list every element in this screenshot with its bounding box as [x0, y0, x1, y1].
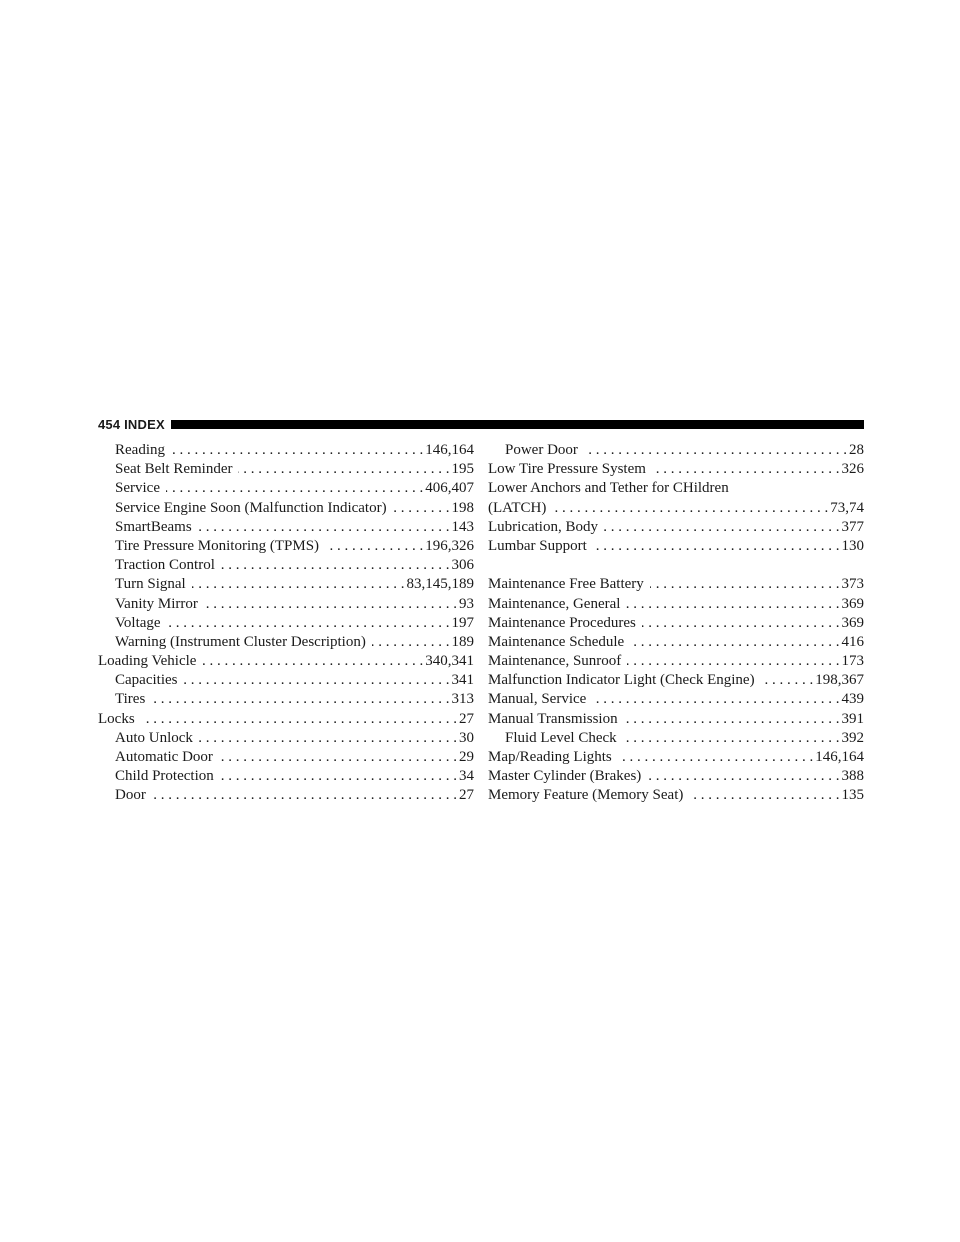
index-entry-label: Auto Unlock: [115, 729, 193, 746]
index-entry-label: Memory Feature (Memory Seat): [488, 787, 684, 804]
index-entry-page: 173: [841, 653, 864, 670]
index-entry-page: 93: [459, 595, 474, 612]
index-entry: [488, 460, 864, 479]
index-entry-label: Fluid Level Check: [505, 729, 617, 746]
index-entry-page: 326: [841, 461, 864, 478]
dot-leader: [627, 652, 839, 671]
index-entry-label: Tires: [115, 691, 146, 708]
index-entry: [98, 556, 474, 575]
dot-leader: [199, 729, 457, 748]
dot-leader: [552, 499, 828, 518]
index-entry-page: 146,164: [425, 442, 474, 458]
index-entry-page: 439: [841, 691, 864, 708]
dot-leader: [171, 441, 423, 460]
index-entry-label: Locks: [98, 710, 135, 727]
dot-leader: [198, 518, 450, 537]
index-entry-page: 146,164: [815, 749, 864, 765]
index-entry: [98, 441, 474, 460]
index-entry-label: Maintenance, General: [488, 595, 621, 612]
index-entry: [98, 671, 474, 690]
index-entry: [488, 652, 864, 671]
dot-leader: [584, 441, 847, 460]
index-entry-page: 313: [451, 691, 474, 708]
index-entry-page: 83,145,189: [406, 576, 474, 593]
index-entry-label: Lumbar Support: [488, 537, 587, 554]
index-entry-page: 198: [451, 499, 474, 516]
index-entry: [98, 690, 474, 709]
index-entry-page: 369: [841, 595, 864, 612]
index-entry: [488, 537, 864, 556]
index-entry-page: 195: [451, 461, 474, 478]
index-entry-label: Map/Reading Lights: [488, 749, 612, 765]
index-entry-label: Service Engine Soon (Malfunction Indicator): [115, 499, 387, 516]
page-number-label: 454 INDEX: [98, 416, 165, 432]
index-entry-label: Traction Control: [115, 557, 215, 574]
index-entry: [98, 518, 474, 537]
index-entry: [488, 786, 864, 805]
dot-leader: [151, 690, 449, 709]
index-entry: [488, 441, 864, 460]
index-entry-page: 340,341: [425, 653, 474, 670]
dot-leader: [141, 710, 457, 729]
index-entry-page: 27: [459, 710, 474, 727]
dot-leader: [604, 518, 840, 537]
index-entry: [98, 460, 474, 479]
index-entry: [98, 729, 474, 748]
index-entry-label: Master Cylinder (Brakes): [488, 768, 642, 785]
index-entry: [98, 595, 474, 614]
index-entry-label: (LATCH): [488, 499, 547, 516]
index-entry-page: 369: [841, 614, 864, 631]
index-entry: [98, 748, 474, 767]
index-entry: [98, 710, 474, 729]
index-entry-page: 143: [451, 518, 474, 535]
index-entry: [488, 575, 864, 594]
index-entry-label: Manual, Service: [488, 691, 587, 708]
index-entry: [488, 748, 864, 767]
dot-leader: [166, 479, 423, 498]
index-entry-page: 30: [459, 729, 474, 746]
index-entry-label: Tire Pressure Monitoring (TPMS): [115, 537, 320, 554]
index-entry: [488, 614, 864, 633]
index-entry: [98, 499, 474, 518]
index-entry-page: 341: [451, 672, 474, 689]
index-entry-label: Turn Signal: [115, 576, 186, 593]
dot-leader: [204, 595, 457, 614]
index-entry-label: Warning (Instrument Cluster Description): [115, 633, 366, 650]
index-entry: [98, 537, 474, 556]
index-entry-page: 198,367: [815, 672, 864, 689]
dot-leader: [592, 690, 839, 709]
index-entry-label: Voltage: [115, 614, 161, 631]
index-entry-page: 306: [451, 557, 474, 574]
index-entry: [488, 690, 864, 709]
dot-leader: [626, 595, 839, 614]
index-entry: [488, 479, 864, 498]
index-column-left: [98, 441, 474, 806]
index-entry-label: Lubrication, Body: [488, 518, 598, 535]
dot-leader: [202, 652, 423, 671]
index-entry-page: 373: [841, 576, 864, 593]
index-entry-label: Capacities: [115, 672, 178, 689]
index-entry-page: 377: [841, 518, 864, 535]
index-column-right: [488, 441, 864, 806]
index-entry: [488, 767, 864, 786]
index-entry-page: 28: [849, 442, 864, 458]
index-entry-page: 29: [459, 749, 474, 765]
dot-leader: [642, 614, 840, 633]
index-entry-label: Service: [115, 480, 160, 497]
index-entry-label: Seat Belt Reminder: [115, 461, 233, 478]
dot-leader: [238, 460, 449, 479]
dot-leader: [647, 767, 839, 786]
index-entry-page: 416: [841, 633, 864, 650]
index-entry-label: Vanity Mirror: [115, 595, 198, 612]
dot-leader: [393, 499, 450, 518]
index-entry-label: Maintenance, Sunroof: [488, 653, 622, 670]
dot-leader: [623, 729, 840, 748]
index-gap: [488, 556, 864, 575]
index-entry-label: Maintenance Free Battery: [488, 576, 644, 593]
index-entry-label: Child Protection: [115, 768, 214, 785]
dot-leader: [689, 786, 839, 805]
index-entry-label: Malfunction Indicator Light (Check Engine): [488, 672, 755, 689]
index-entry: [98, 767, 474, 786]
dot-leader: [630, 633, 839, 652]
index-entry: [488, 633, 864, 652]
page-header: [98, 414, 864, 434]
index-entry-label: Manual Transmission: [488, 710, 618, 727]
dot-leader: [325, 537, 423, 556]
index-entry: [488, 710, 864, 729]
index-entry-page: 197: [451, 614, 474, 631]
index-entry-page: 189: [451, 633, 474, 650]
index-entry-label: Door: [115, 787, 146, 804]
dot-leader: [618, 748, 814, 767]
index-entry-label: SmartBeams: [115, 518, 192, 535]
index-entry-label: Maintenance Schedule: [488, 633, 625, 650]
dot-leader: [221, 556, 450, 575]
index-entry-page: 196,326: [425, 537, 474, 554]
dot-leader: [183, 671, 449, 690]
dot-leader: [624, 710, 840, 729]
index-entry-page: 406,407: [425, 480, 474, 497]
index-entry: [98, 786, 474, 805]
index-entry-label: Loading Vehicle: [98, 653, 197, 670]
dot-leader: [167, 614, 450, 633]
index-entry: [488, 595, 864, 614]
index-entry: [98, 479, 474, 498]
index-entry: [488, 518, 864, 537]
index-entry: [488, 499, 864, 518]
dot-leader: [192, 575, 405, 594]
index-entry-page: 73,74: [830, 499, 864, 516]
index-entry: [98, 652, 474, 671]
dot-leader: [372, 633, 450, 652]
dot-leader: [652, 460, 840, 479]
index-entry: [488, 671, 864, 690]
index-entry-page: 392: [841, 729, 864, 746]
index-entry: [98, 575, 474, 594]
index-entry-page: 27: [459, 787, 474, 804]
index-entry-label: Reading: [115, 442, 165, 458]
index-entry-label: Power Door: [505, 442, 578, 458]
index-entry-page: 135: [841, 787, 864, 804]
index-entry-label: Maintenance Procedures: [488, 614, 636, 631]
dot-leader: [219, 748, 457, 767]
index-entry: [98, 614, 474, 633]
dot-leader: [220, 767, 457, 786]
index-entry: [488, 729, 864, 748]
index-entry-page: 388: [841, 768, 864, 785]
index-entry-label: Lower Anchors and Tether for CHildren: [488, 480, 729, 497]
index-entry-page: 130: [841, 537, 864, 554]
index-entry-label: Low Tire Pressure System: [488, 461, 646, 478]
index-entry: [98, 633, 474, 652]
dot-leader: [761, 671, 814, 690]
header-rule: [171, 420, 864, 429]
index-entry-page: 391: [841, 710, 864, 727]
dot-leader: [593, 537, 840, 556]
dot-leader: [650, 575, 840, 594]
index-entry-page: 34: [459, 768, 474, 785]
dot-leader: [152, 786, 457, 805]
index-entry-label: Automatic Door: [115, 749, 213, 765]
